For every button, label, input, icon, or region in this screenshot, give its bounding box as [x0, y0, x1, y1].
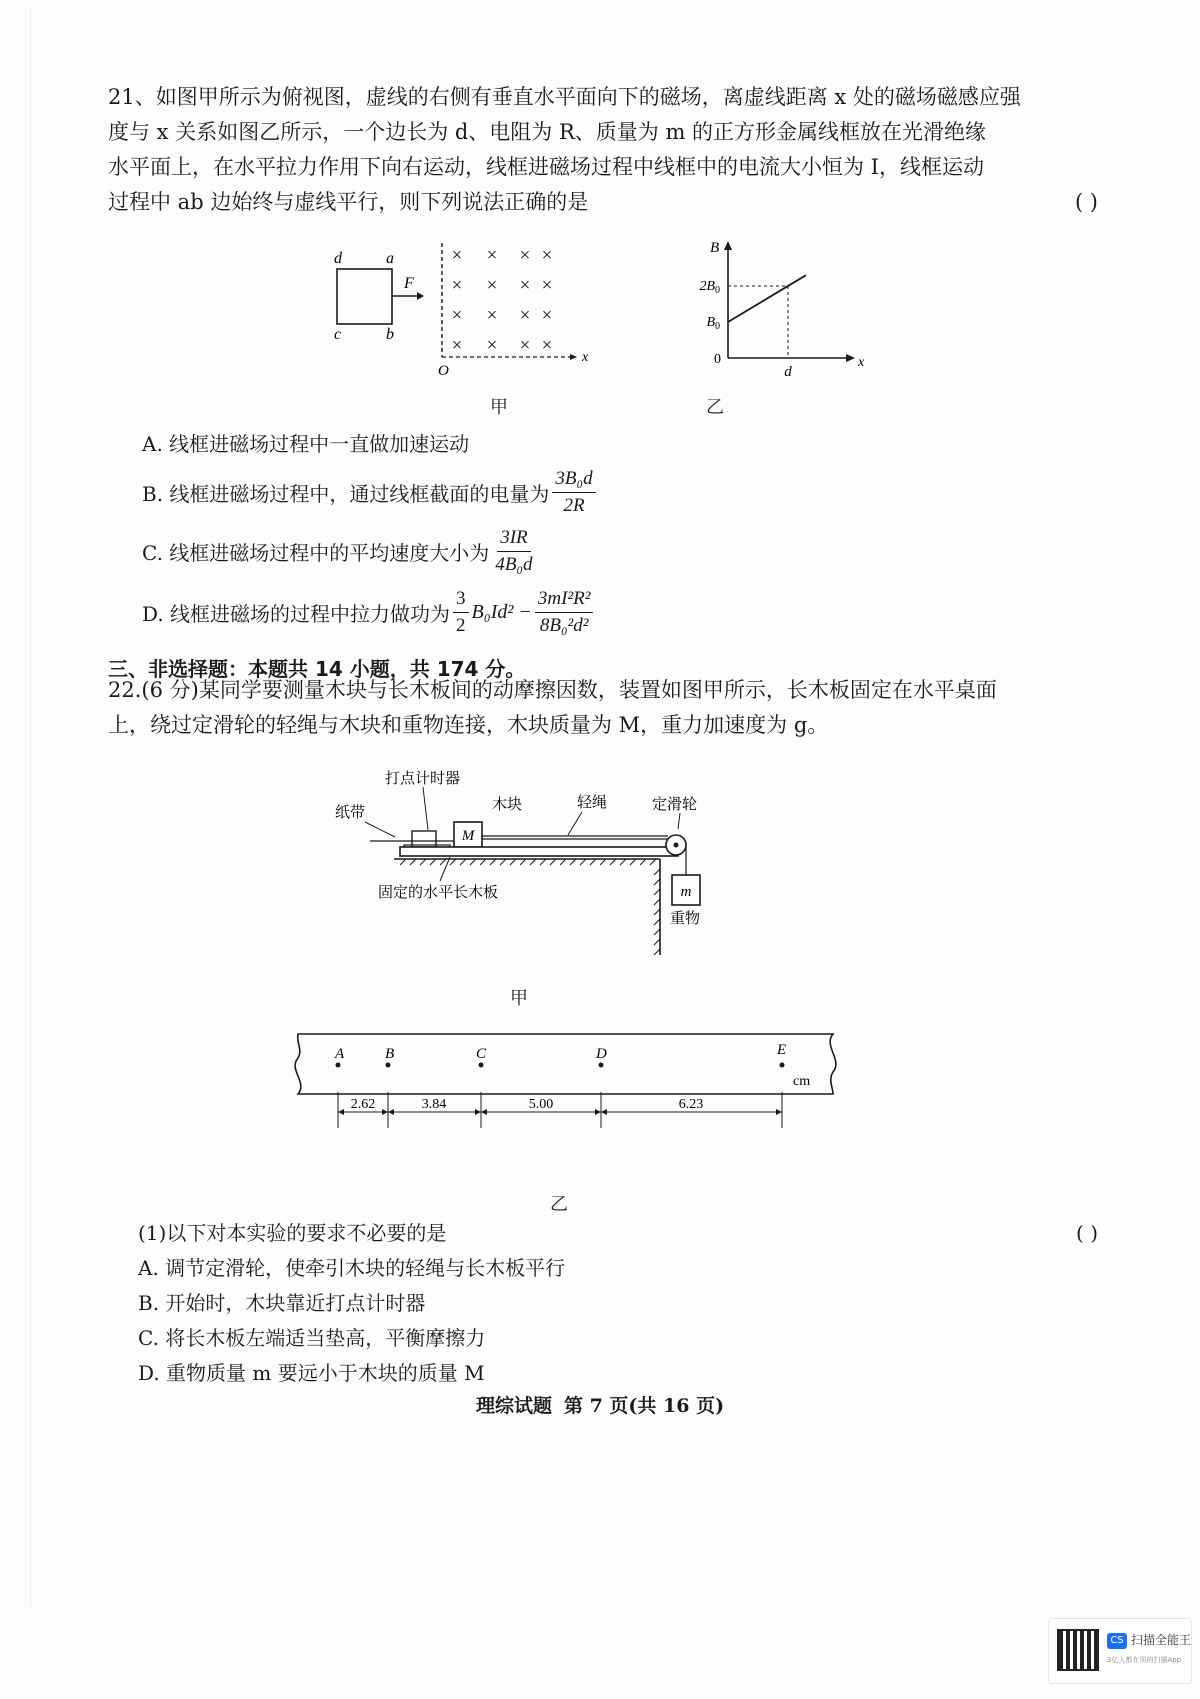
label-tape: 纸带: [335, 805, 366, 821]
label-point-C: C: [476, 1046, 487, 1062]
q22-caption-jia: 甲: [510, 988, 528, 1009]
q21-answer-paren: ( ): [1074, 190, 1098, 214]
label-F: F: [404, 275, 414, 292]
label-distance-BC: 3.84: [421, 1097, 447, 1112]
point-dot: [386, 1063, 391, 1068]
label-point-E: E: [777, 1042, 787, 1058]
leader-rope: [568, 812, 582, 835]
q22-sub1: [138, 1216, 1098, 1391]
page-footer: [0, 1391, 1200, 1418]
cross: ×: [519, 305, 531, 326]
q22-caption-yi: 乙: [550, 1194, 568, 1215]
q21-figure-jia: [320, 235, 600, 380]
label-x: x: [858, 355, 865, 370]
label-a: a: [386, 250, 394, 267]
q22-line-1: 22.(6 分)某同学要测量木块与长木板间的动摩擦因数，装置如图甲所示，长木板固定在水平桌面: [108, 678, 997, 702]
label-d: d: [334, 250, 342, 267]
x-axis-arrowhead: [570, 354, 577, 360]
cross: ×: [519, 335, 531, 356]
leader-pulley: [678, 813, 680, 829]
cross: ×: [486, 335, 498, 356]
pulley-axle: [674, 843, 679, 848]
cross: ×: [486, 275, 498, 296]
q21-option-c[interactable]: C. 线框进磁场过程中的平均速度大小为 $\frac{3IR}{\text{4B₀d}}$: [142, 526, 539, 577]
section-heading: 三、非选择题：本题共 14 小题，共 174 分。: [108, 657, 526, 681]
label-b: b: [386, 326, 394, 343]
label-weight: 重物: [670, 911, 701, 927]
q21-number: 21、: [108, 85, 156, 109]
label-unit: cm: [793, 1074, 811, 1089]
wire-frame: [337, 269, 392, 324]
q22-number: 22.: [108, 678, 142, 702]
cross: ×: [486, 245, 498, 266]
q21-line-4: 过程中 ab 边始终与虚线平行，则下列说法正确的是 ( ): [108, 185, 1098, 220]
cross: ×: [451, 245, 463, 266]
label-zero: 0: [714, 352, 721, 367]
label-point-B: B: [385, 1046, 395, 1062]
b-line: [728, 275, 806, 322]
q21-caption-yi: 乙: [706, 397, 724, 418]
cross: ×: [541, 275, 553, 296]
tape-points: [336, 1063, 785, 1068]
force-arrowhead: [417, 292, 424, 300]
cross: ×: [451, 305, 463, 326]
scanner-tagline: 3亿人都在用的扫描App: [1107, 1656, 1182, 1664]
q22-sub1-option-d[interactable]: D. 重物质量 m 要远小于木块的质量 M: [138, 1361, 485, 1385]
leader-timer: [423, 787, 428, 830]
label-timer: 打点计时器: [385, 771, 461, 787]
point-dot: [599, 1063, 604, 1068]
q21-option-d[interactable]: D. 线框进磁场的过程中拉力做功为 $\frac{3}{2}$ B₀Id² − $\frac{\text{3mI²R²}}{\text{8B₀²d²}}$: [142, 587, 596, 638]
label-rope: 轻绳: [577, 795, 608, 811]
cross: ×: [519, 245, 531, 266]
cross: ×: [541, 335, 553, 356]
label-weight-m: m: [680, 884, 692, 900]
scanner-name: 扫描全能王: [1131, 1633, 1192, 1647]
q21-option-a[interactable]: A. 线框进磁场过程中一直做加速运动: [142, 432, 470, 456]
q21-line-1: 21、如图甲所示为俯视图，虚线的右侧有垂直水平面向下的磁场，离虚线距离 x 处的磁场磁感应强: [108, 85, 1021, 109]
label-x: x: [582, 350, 589, 365]
q21-caption-jia: 甲: [490, 397, 508, 418]
cross: ×: [451, 335, 463, 356]
label-B0: $B_0$: [706, 315, 720, 332]
label-block: 木块: [492, 797, 523, 813]
label-block-M: M: [461, 828, 475, 844]
leader-tape: [365, 822, 395, 837]
label-distance-AB: 2.62: [350, 1097, 376, 1112]
cross: ×: [486, 305, 498, 326]
label-point-D: D: [596, 1046, 607, 1062]
q21-stem: [108, 80, 1098, 220]
dimension-ticks: [338, 1092, 782, 1128]
label-2B0: $2B_0$: [699, 279, 720, 296]
q22-figure-yi: [288, 1032, 848, 1132]
footer-subject: 理综试题: [475, 1395, 552, 1417]
label-c: c: [334, 326, 342, 343]
label-distance-CD: 5.00: [528, 1097, 554, 1112]
qr-code-icon: [1057, 1629, 1099, 1671]
y-axis-arrowhead: [724, 241, 732, 250]
x-axis-arrowhead: [846, 354, 855, 362]
point-dot: [336, 1063, 341, 1068]
label-d: d: [784, 364, 792, 380]
point-dot: [780, 1063, 785, 1068]
point-dot: [479, 1063, 484, 1068]
q22-figure-jia: [330, 765, 750, 965]
table-hatching: [400, 859, 660, 955]
long-board: [400, 847, 678, 856]
footer-page: 第 7 页(共 16 页): [563, 1395, 725, 1417]
cross: ×: [519, 275, 531, 296]
fraction: $\frac{\text{3B₀d}}{2R}$: [552, 467, 595, 518]
q22-stem: [108, 673, 1098, 743]
q22-sub1-answer-paren: ( ): [1076, 1221, 1098, 1245]
fraction: $\frac{3IR}{\text{4B₀d}}$: [495, 527, 533, 575]
field-crosses: [452, 245, 553, 356]
q22-sub1-option-a[interactable]: A. 调节定滑轮，使牵引木块的轻绳与长木板平行: [138, 1256, 566, 1280]
cross: ×: [451, 275, 463, 296]
q21-option-b[interactable]: B. 线框进磁场过程中，通过线框截面的电量为 $\frac{\text{3B₀d}}{2R}$: [142, 467, 599, 518]
label-O: O: [438, 363, 449, 379]
scanner-badge[interactable]: [1048, 1618, 1192, 1684]
label-distance-DE: 6.23: [678, 1097, 704, 1112]
q21-line-2: 度与 x 关系如图乙所示，一个边长为 d、电阻为 R、质量为 m 的正方形金属线框放在光滑绝缘: [108, 120, 987, 144]
q22-sub1-question: (1)以下对本实验的要求不必要的是 ( ): [138, 1216, 1098, 1251]
cross: ×: [541, 305, 553, 326]
paper-tape-outline: [295, 1034, 836, 1094]
fraction: $\frac{3}{2}$: [453, 587, 469, 638]
label-point-A: A: [335, 1046, 345, 1062]
q21-line-3: 水平面上，在水平拉力作用下向右运动，线框进磁场过程中线框中的电流大小恒为 I，线框运动: [108, 155, 984, 179]
label-pulley: 定滑轮: [652, 797, 698, 813]
q22-sub1-option-b[interactable]: B. 开始时，木块靠近打点计时器: [138, 1291, 426, 1315]
cross: ×: [541, 245, 553, 266]
q21-figure-yi-chart: [688, 236, 878, 381]
label-board: 固定的水平长木板: [378, 885, 499, 901]
label-B: B: [710, 240, 720, 256]
camscanner-logo-icon: CS: [1107, 1633, 1127, 1649]
fraction: $\frac{\text{3mI²R²}}{\text{8B₀²d²}}$: [535, 587, 594, 638]
q22-line-2: 上，绕过定滑轮的轻绳与木块和重物连接，木块质量为 M，重力加速度为 g。: [108, 713, 829, 737]
q22-sub1-option-c[interactable]: C. 将长木板左端适当垫高，平衡摩擦力: [138, 1326, 486, 1350]
